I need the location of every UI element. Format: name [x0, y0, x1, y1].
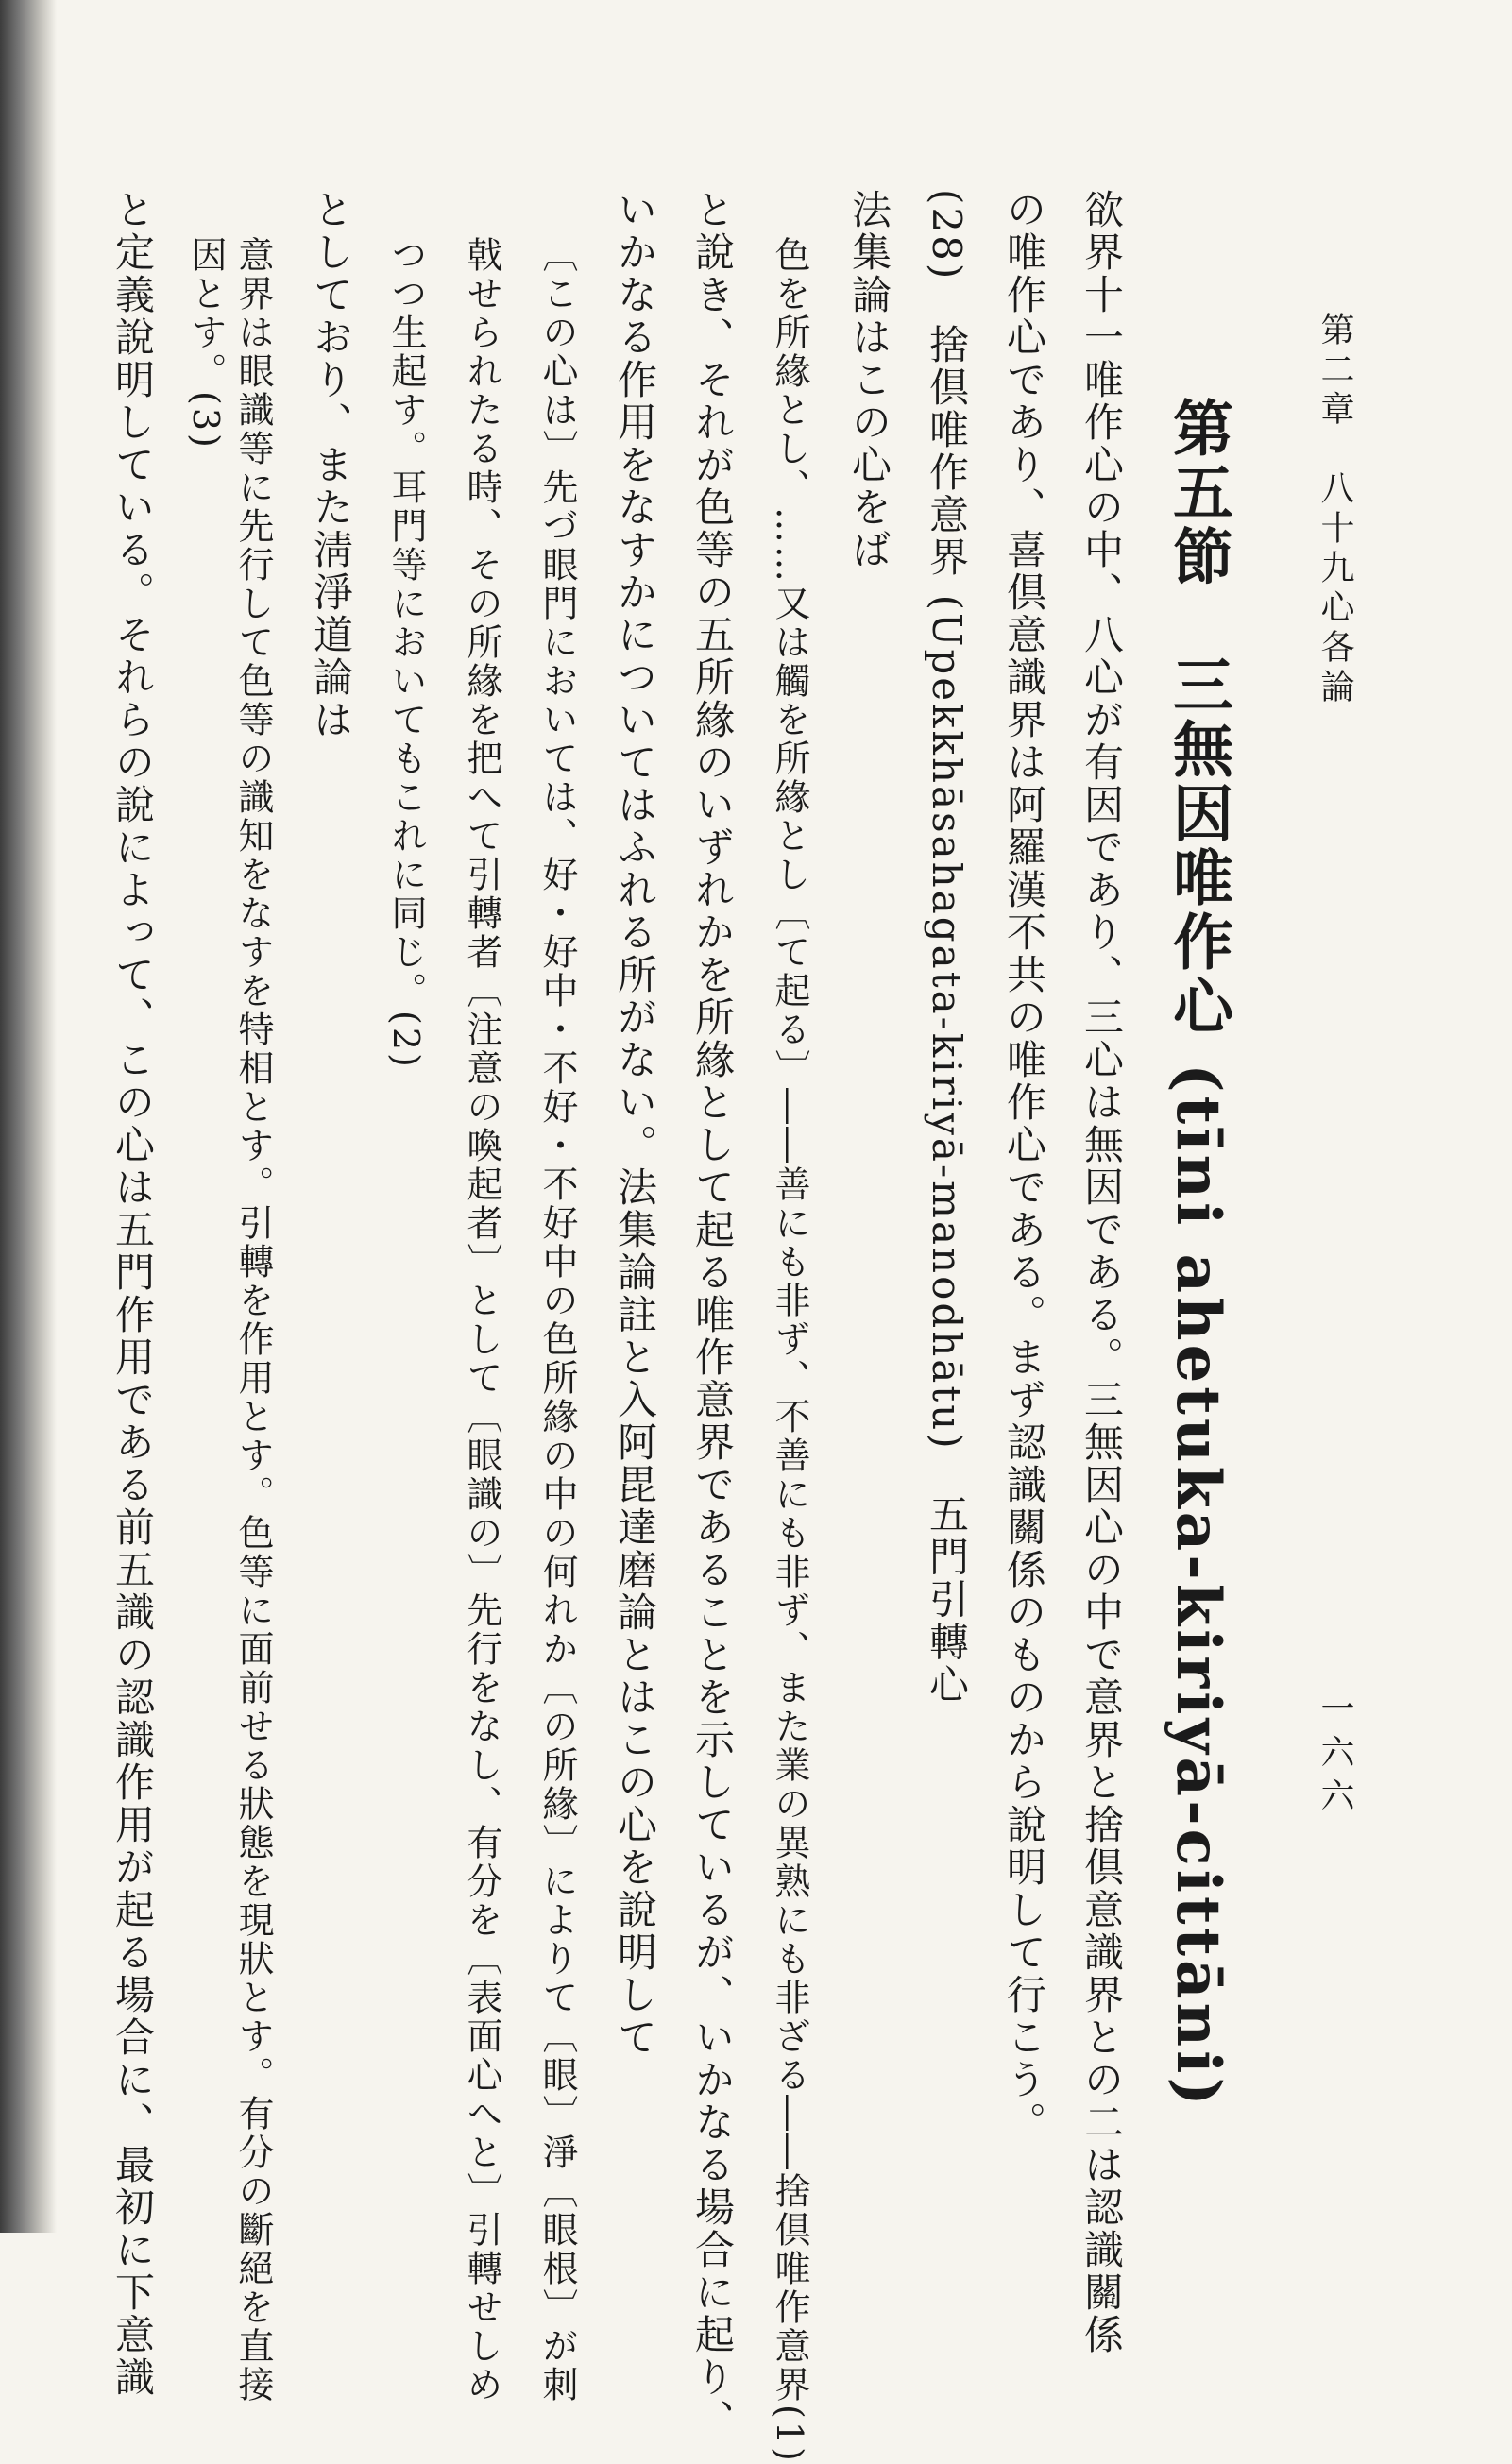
body-line-2: の唯作心であり、喜倶意識界は阿羅漢不共の唯作心である。まず認識關係のものから說明して行こう。 [1001, 189, 1047, 2144]
quote-line-3: 戟せられたる時、その所緣を把へて引轉者〔注意の喚起者〕として〔眼識の〕先行をなし、有分を〔表面心へと〕引轉せしめ [461, 236, 502, 2405]
body-line-5: と說き、それが色等の五所緣のいずれかを所緣として起る唯作意界であることを示しているが、いかなる場合に起り、 [689, 189, 736, 2441]
quote-line-4: つつ生起す。耳門等においてもこれに同じ。(2) [385, 236, 427, 1070]
body-line-3: (28) 捨倶唯作意界 (Upekkhāsahagata-kiriyā-manodhātu) 五門引轉心 [924, 189, 970, 1707]
running-header: 第二章 八十九心各論 [1316, 312, 1354, 708]
page-number: 一六六 [1316, 1691, 1354, 1821]
scan-shadow-edge [0, 0, 57, 2233]
body-line-8: と定義說明している。それらの說によって、この心は五門作用である前五識の認識作用が起る場合に、最初に下意識 [110, 189, 156, 2399]
body-line-6: いかなる作用をなすかについてはふれる所がない。法集論註と入阿毘達磨論とはこの心を說明して [612, 189, 658, 2059]
quote-line-5: 意界は眼識等に先行して色等の識知をなすを特相とす。引轉を作用とす。色等に面前せる狀態を現狀とす。有分の斷絕を直接 [232, 236, 274, 2405]
quote-line-6: 因とす。(3) [185, 236, 227, 450]
body-line-1: 欲界十一唯作心の中、八心が有因であり、三心は無因である。三無因心の中で意界と捨倶意識界との二は認識關係 [1079, 189, 1125, 2356]
body-line-4: 法集論はこの心をば [846, 189, 892, 571]
quote-line-2: 〔この心は〕先づ眼門においては、好・好中・不好・不好中の色所緣の中の何れか〔の所緣〕によりて〔眼〕淨〔眼根〕が刺 [536, 236, 578, 2405]
quote-line-1: 色を所緣とし、……又は觸を所緣とし〔て起る〕――善にも非ず、不善にも非ず、また業の異熟にも非ざる――捨倶唯作意界(1) [769, 236, 810, 2464]
body-line-7: としており、また淸淨道論は [308, 189, 354, 741]
section-title: 第五節 三無因唯作心 (tīni ahetuka-kiriyā-cittāni) [1163, 397, 1233, 2110]
